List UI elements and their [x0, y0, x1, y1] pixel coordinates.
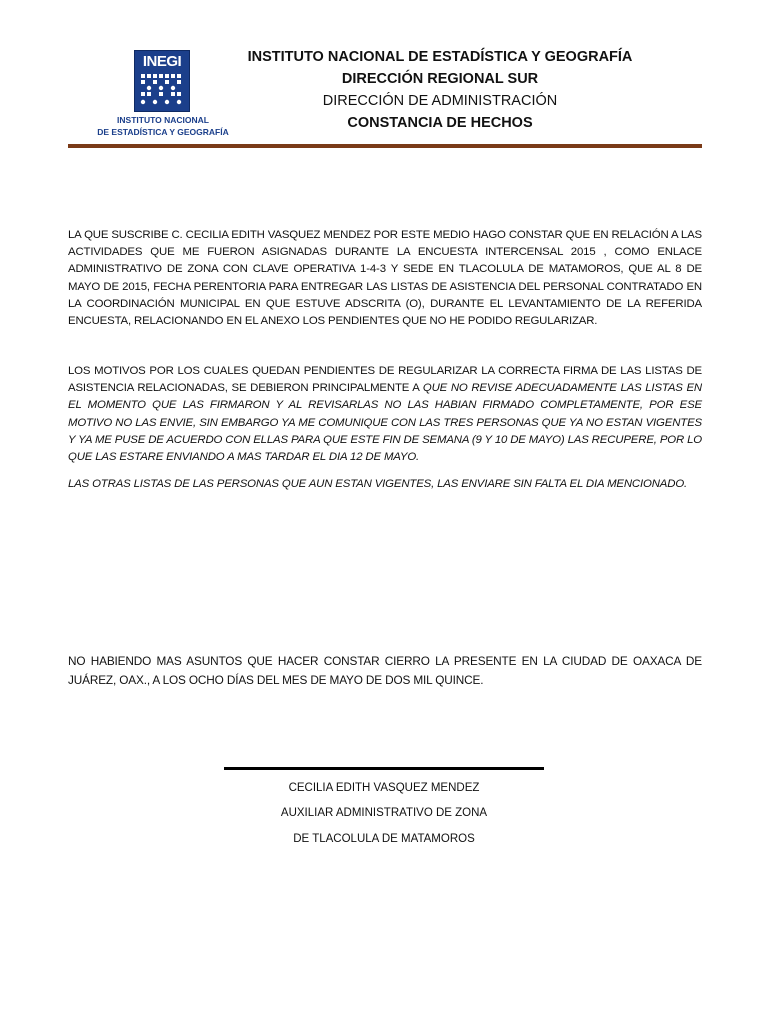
logo-caption-line2: DE ESTADÍSTICA Y GEOGRAFÍA [97, 127, 229, 137]
logo-wordmark: INEGI [142, 53, 182, 70]
logo-caption-line1: INSTITUTO NACIONAL [117, 115, 209, 125]
reasons-intro: LOS MOTIVOS POR LOS CUALES QUEDAN PENDIENTES DE REGULARIZAR LA CORRECTA FIRMA DE LAS LISTAS DE ASISTENCIA RELACIONADAS, SE DEBIERON PRINCIPALMENTE A [68, 365, 702, 395]
regional-direction: DIRECCIÓN REGIONAL SUR [341, 71, 539, 87]
paragraph-statement: LA QUE SUSCRIBE C. CECILIA EDITH VASQUEZ MENDEZ POR ESTE MEDIO HAGO CONSTAR QUE EN RELACIÓN A LAS ACTIVIDADES QUE ME FUERON ASIGNADAS DURANTE LA ENCUESTA INTERCENSAL 2015 , COMO ENLACE ADMINISTRATIVO DE ZONA CON CLAVE OPERATIVA 1-4-3 Y SEDE EN TLACOLULA DE MATAMOROS, QUE AL 8 DE MAYO DE 2015, FECHA PERENTORIA PARA ENTREGAR LAS LISTAS DE ASISTENCIA DEL PERSONAL CONTRATADO EN LA COORDINACIÓN MUNICIPAL EN QUE ESTUVE ADSCRITA (O), DURANTE EL LEVANTAMIENTO DE LA REFERIDA ENCUESTA, RELACIONANDO EN EL ANEXO LOS PENDIENTES QUE NO HE PODIDO REGULARIZAR. [68, 229, 702, 328]
header-rule [68, 144, 702, 148]
signatory-location: DE TLACOLULA DE MATAMOROS [293, 833, 475, 845]
reasons-detail: QUE NO REVISE ADECUADAMENTE LAS LISTAS EN EL MOMENTO QUE LAS FIRMARON Y AL REVISARLAS NO LAS HABIAN FIRMADO COMPLETAMENTE, POR ESE MOTIVO NO LAS ENVIE, SIN EMBARGO YA ME COMUNIQUE CON LAS TRES PERSONAS QUE YA NO ESTAN VIGENTES Y YA ME PUSE DE ACUERDO CON ELLAS PARA QUE ESTE FIN DE SEMANA (9 Y 10 DE MAYO) LAS RECUPERE, POR LO QUE LAS ESTARE ENVIANDO A MAS TARDAR EL DIA 12 DE MAYO. [68, 382, 703, 464]
institution-title: INSTITUTO NACIONAL DE ESTADÍSTICA Y GEOGRAFÍA [247, 49, 633, 65]
signature-line [224, 767, 544, 770]
administration-direction: DIRECCIÓN DE ADMINISTRACIÓN [322, 93, 558, 109]
document-title: CONSTANCIA DE HECHOS [347, 115, 533, 131]
paragraph-remaining-lists: LAS OTRAS LISTAS DE LAS PERSONAS QUE AUN ESTAN VIGENTES, LAS ENVIARE SIN FALTA EL DIA MENCIONADO. [68, 478, 688, 490]
signatory-title: AUXILIAR ADMINISTRATIVO DE ZONA [280, 807, 488, 819]
paragraph-closing: NO HABIENDO MAS ASUNTOS QUE HACER CONSTAR CIERRO LA PRESENTE EN LA CIUDAD DE OAXACA DE JUÁREZ, OAX., A LOS OCHO DÍAS DEL MES DE MAYO DE DOS MIL QUINCE. [68, 654, 702, 687]
document-header [200, 46, 680, 134]
logo-grid-icon [140, 73, 184, 107]
signatory-name: CECILIA EDITH VASQUEZ MENDEZ [288, 782, 480, 794]
inegi-logo-mark [134, 50, 190, 112]
paragraph-reasons [68, 363, 702, 466]
